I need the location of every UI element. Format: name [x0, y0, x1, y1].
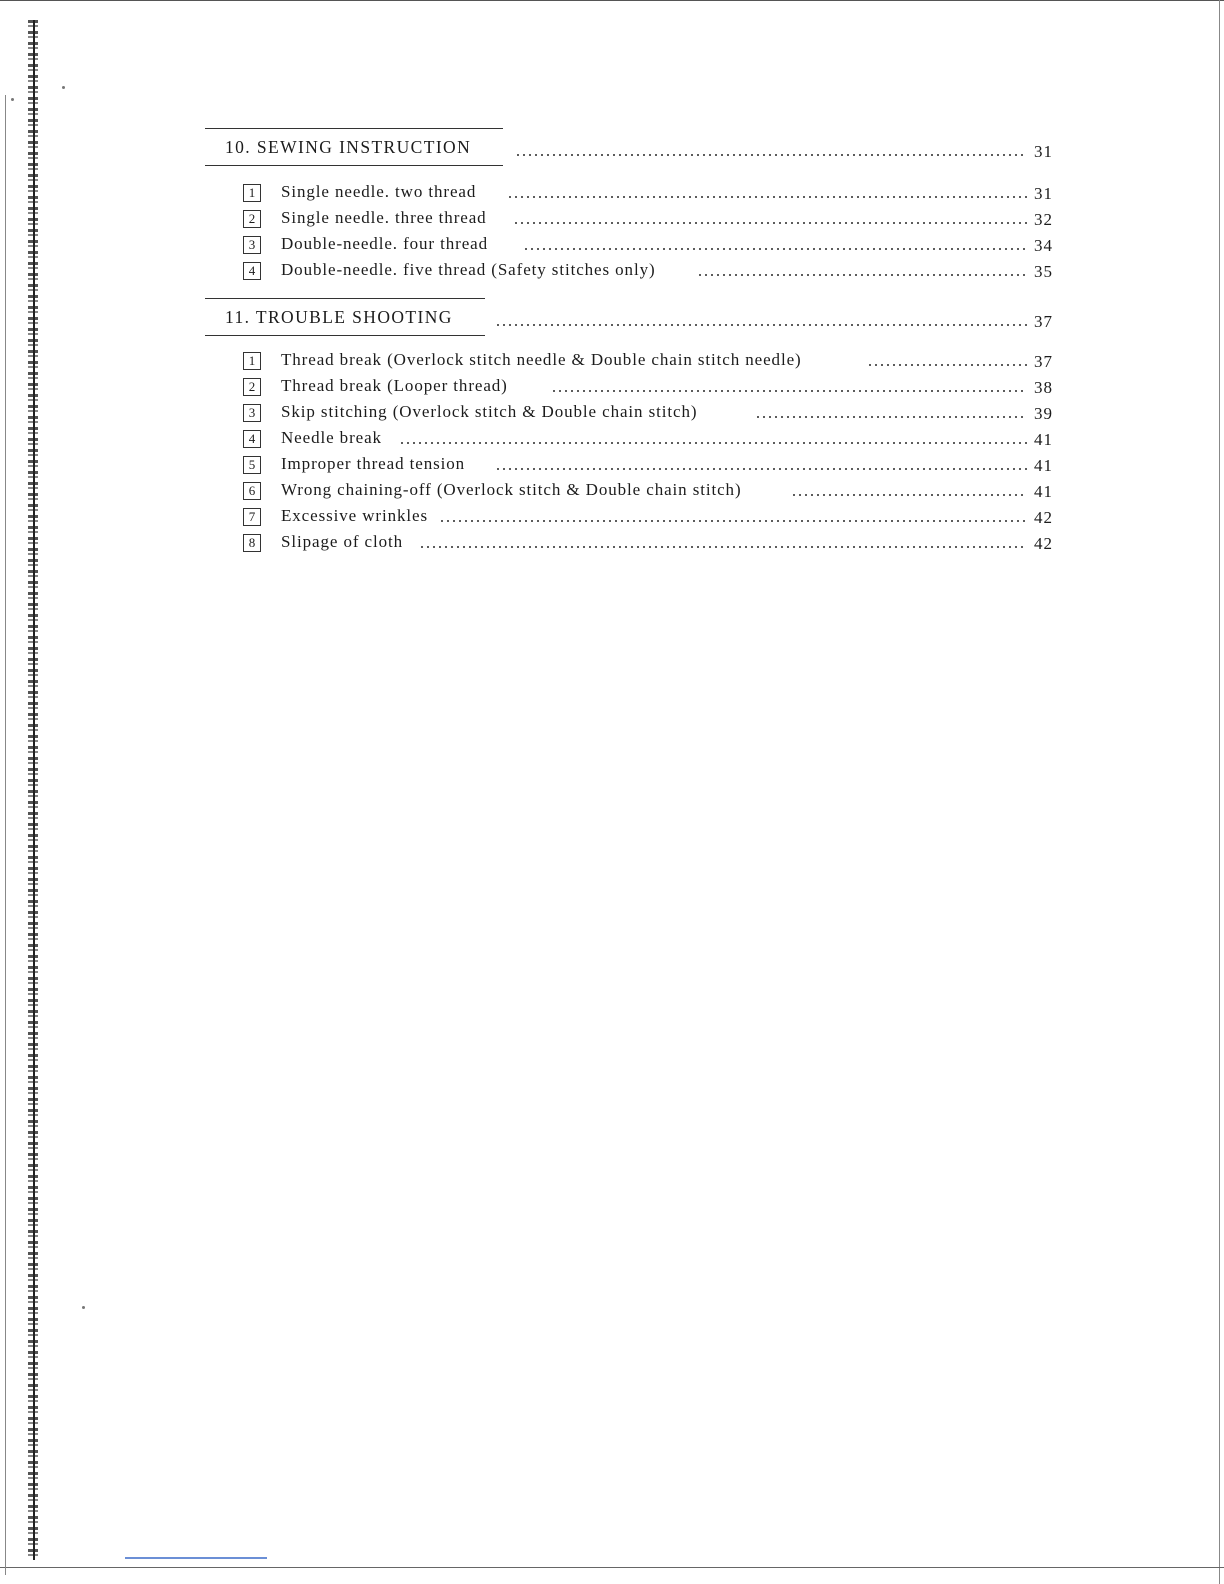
- toc-entry[interactable]: [205, 480, 1053, 504]
- scan-blue-mark: [125, 1557, 267, 1559]
- page-right-edge: [1219, 0, 1220, 1584]
- page-number: 35: [1034, 262, 1053, 281]
- item-number-box: 6: [243, 482, 261, 500]
- toc-entry[interactable]: [205, 506, 1053, 530]
- item-number-box: 5: [243, 456, 261, 474]
- page-number: 34: [1034, 236, 1053, 255]
- toc-entry[interactable]: [205, 532, 1053, 556]
- page-number: 37: [1034, 312, 1053, 331]
- section-heading-text: 11. TROUBLE SHOOTING: [225, 307, 453, 327]
- item-number-box: 8: [243, 534, 261, 552]
- entry-label: Slipage of cloth: [281, 532, 409, 552]
- entry-label: Thread break (Overlock stitch needle & Double chain stitch needle): [281, 350, 808, 370]
- item-number-box: 1: [243, 352, 261, 370]
- section-heading-text: 10. SEWING INSTRUCTION: [225, 137, 472, 157]
- toc-entry[interactable]: [205, 350, 1053, 374]
- dot-leader: [755, 416, 1027, 418]
- toc-entry[interactable]: [205, 234, 1053, 258]
- dot-leader: [791, 494, 1027, 496]
- section-heading-leader: [205, 310, 1053, 334]
- page-number: 31: [1034, 142, 1053, 161]
- heading-rule-bottom: [205, 335, 485, 336]
- dot-leader: [419, 546, 1027, 548]
- scan-speck: [11, 98, 14, 101]
- scan-left-edge: [5, 95, 6, 1575]
- dot-leader: [697, 274, 1027, 276]
- toc-entry[interactable]: [205, 182, 1053, 206]
- entry-label: Single needle. two thread: [281, 182, 482, 202]
- page-number: 42: [1034, 508, 1053, 527]
- dot-leader: [515, 154, 1027, 156]
- dot-leader: [399, 442, 1027, 444]
- page-number: 37: [1034, 352, 1053, 371]
- heading-rule-top: [205, 298, 485, 299]
- binding-edge-line: [33, 20, 35, 1560]
- entry-label: Improper thread tension: [281, 454, 471, 474]
- item-number-box: 1: [243, 184, 261, 202]
- toc-entry[interactable]: [205, 428, 1053, 452]
- entry-label: Single needle. three thread: [281, 208, 493, 228]
- page-top-edge: [0, 0, 1224, 1]
- page-number: 41: [1034, 430, 1053, 449]
- entry-label: Double-needle. four thread: [281, 234, 494, 254]
- page-number: 32: [1034, 210, 1053, 229]
- page-bottom-edge: [0, 1567, 1224, 1568]
- entry-label: Thread break (Looper thread): [281, 376, 514, 396]
- toc-entry[interactable]: [205, 260, 1053, 284]
- entry-label: Needle break: [281, 428, 388, 448]
- page-number: 42: [1034, 534, 1053, 553]
- item-number-box: 4: [243, 262, 261, 280]
- toc-entry[interactable]: [205, 454, 1053, 478]
- dot-leader: [507, 196, 1027, 198]
- page-number: 41: [1034, 456, 1053, 475]
- toc-entry[interactable]: [205, 402, 1053, 426]
- toc-entry[interactable]: [205, 208, 1053, 232]
- entry-label: Wrong chaining-off (Overlock stitch & Double chain stitch): [281, 480, 748, 500]
- item-number-box: 2: [243, 210, 261, 228]
- dot-leader: [495, 468, 1027, 470]
- page-number: 39: [1034, 404, 1053, 423]
- entry-label: Skip stitching (Overlock stitch & Double chain stitch): [281, 402, 703, 422]
- toc-entry[interactable]: [205, 376, 1053, 400]
- scan-speck: [82, 1306, 85, 1309]
- dot-leader: [867, 364, 1027, 366]
- entry-label: Double-needle. five thread (Safety stitches only): [281, 260, 662, 280]
- heading-rule-top: [205, 128, 503, 129]
- dot-leader: [551, 390, 1027, 392]
- dot-leader: [523, 248, 1027, 250]
- entry-label: Excessive wrinkles: [281, 506, 434, 526]
- scan-speck: [62, 86, 65, 89]
- item-number-box: 7: [243, 508, 261, 526]
- dot-leader: [439, 520, 1027, 522]
- item-number-box: 3: [243, 404, 261, 422]
- item-number-box: 3: [243, 236, 261, 254]
- item-number-box: 4: [243, 430, 261, 448]
- page-number: 31: [1034, 184, 1053, 203]
- section-heading-leader: [205, 140, 1053, 164]
- page-number: 41: [1034, 482, 1053, 501]
- dot-leader: [513, 222, 1027, 224]
- item-number-box: 2: [243, 378, 261, 396]
- page-number: 38: [1034, 378, 1053, 397]
- dot-leader: [495, 324, 1027, 326]
- heading-rule-bottom: [205, 165, 503, 166]
